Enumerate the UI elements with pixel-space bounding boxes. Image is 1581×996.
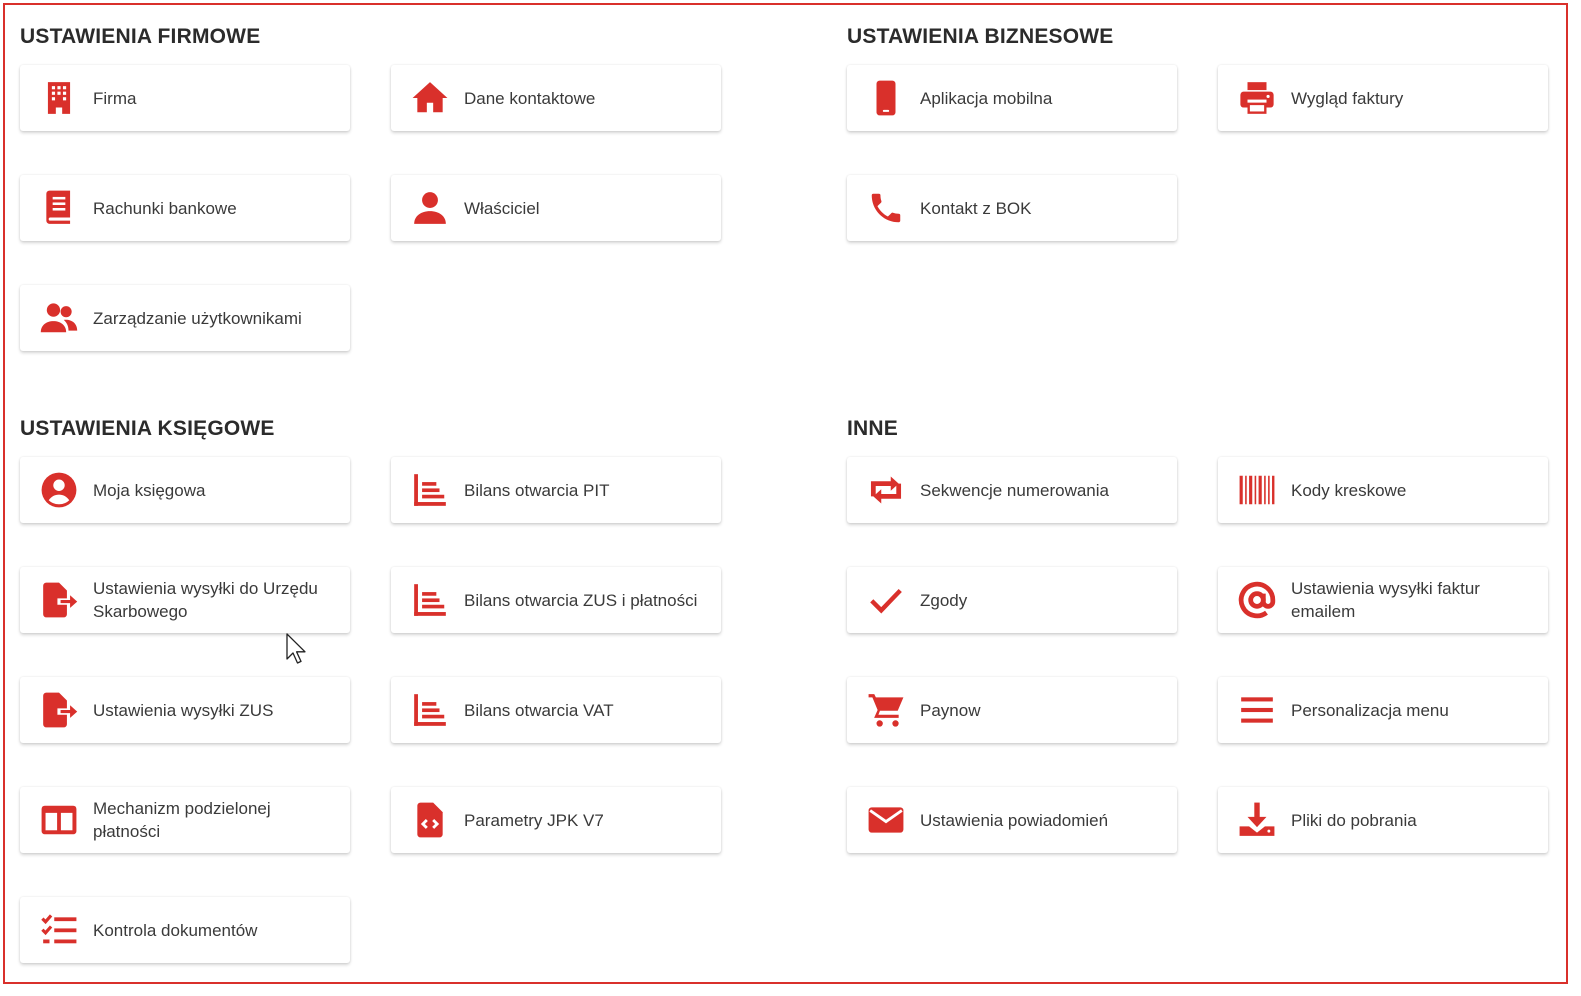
home-icon bbox=[410, 78, 450, 118]
card-label: Aplikacja mobilna bbox=[920, 88, 1053, 108]
card-label: Ustawienia wysyłki do Urzędu Skarbowego bbox=[93, 579, 318, 621]
settings-panel bbox=[3, 3, 1568, 984]
card-ustawienia-powiadomien[interactable] bbox=[847, 787, 1177, 853]
card-moja-ksiegowa[interactable] bbox=[20, 457, 350, 523]
at-sign-icon bbox=[1237, 580, 1277, 620]
mouse-cursor-icon bbox=[286, 633, 308, 665]
card-rachunki-bankowe[interactable] bbox=[20, 175, 350, 241]
card-label: Zarządzanie użytkownikami bbox=[93, 308, 302, 328]
card-label: Bilans otwarcia VAT bbox=[464, 700, 614, 720]
card-ustawienia-wysylki-zus[interactable] bbox=[20, 677, 350, 743]
card-zarzadzanie-uzytkownikami[interactable] bbox=[20, 285, 350, 351]
card-ustawienia-wysylki-us[interactable] bbox=[20, 567, 350, 633]
card-kontakt-z-bok[interactable] bbox=[847, 175, 1177, 241]
chart-lines-icon bbox=[410, 470, 450, 510]
card-label: Moja księgowa bbox=[93, 480, 206, 500]
chart-lines-icon bbox=[410, 580, 450, 620]
card-wlasciciel[interactable] bbox=[391, 175, 721, 241]
repeat-icon bbox=[866, 470, 906, 510]
printer-icon bbox=[1237, 78, 1277, 118]
card-label: Sekwencje numerowania bbox=[920, 480, 1109, 500]
download-icon bbox=[1237, 800, 1277, 840]
card-label: Ustawienia powiadomień bbox=[920, 810, 1109, 830]
check-icon bbox=[866, 580, 906, 620]
card-label: Zgody bbox=[920, 590, 968, 610]
barcode-icon bbox=[1237, 470, 1277, 510]
card-wyglad-faktury[interactable] bbox=[1218, 65, 1548, 131]
card-label: Personalizacja menu bbox=[1291, 700, 1449, 720]
card-parametry-jpk-v7[interactable] bbox=[391, 787, 721, 853]
file-export-icon bbox=[39, 690, 79, 730]
checklist-icon bbox=[39, 910, 79, 950]
card-bilans-otwarcia-vat[interactable] bbox=[391, 677, 721, 743]
card-bilans-otwarcia-zus[interactable] bbox=[391, 567, 721, 633]
card-label: Kody kreskowe bbox=[1291, 480, 1407, 500]
card-kontrola-dokumentow[interactable] bbox=[20, 897, 350, 963]
card-label: Ustawienia wysyłki ZUS bbox=[93, 700, 274, 720]
building-icon bbox=[39, 78, 79, 118]
card-personalizacja-menu[interactable] bbox=[1218, 677, 1548, 743]
card-label: Firma bbox=[93, 88, 137, 108]
cart-icon bbox=[866, 690, 906, 730]
card-label: Bilans otwarcia ZUS i płatności bbox=[464, 590, 698, 610]
card-pliki-do-pobrania[interactable] bbox=[1218, 787, 1548, 853]
envelope-icon bbox=[866, 800, 906, 840]
card-firma[interactable] bbox=[20, 65, 350, 131]
card-kody-kreskowe[interactable] bbox=[1218, 457, 1548, 523]
account-circle-icon bbox=[39, 470, 79, 510]
phone-icon bbox=[866, 188, 906, 228]
file-code-icon bbox=[410, 800, 450, 840]
book-icon bbox=[39, 188, 79, 228]
card-label: Rachunki bankowe bbox=[93, 198, 237, 218]
section-title-ustawienia-ksiegowe: USTAWIENIA KSIĘGOWE bbox=[20, 417, 275, 440]
card-dane-kontaktowe[interactable] bbox=[391, 65, 721, 131]
card-label: Właściciel bbox=[464, 198, 540, 218]
section-title-ustawienia-biznesowe: USTAWIENIA BIZNESOWE bbox=[847, 25, 1114, 48]
card-paynow[interactable] bbox=[847, 677, 1177, 743]
card-bilans-otwarcia-pit[interactable] bbox=[391, 457, 721, 523]
card-label: Kontrola dokumentów bbox=[93, 920, 258, 940]
card-label: Ustawienia wysyłki faktur emailem bbox=[1291, 579, 1480, 621]
users-icon bbox=[39, 298, 79, 338]
card-label: Mechanizm podzielonej płatności bbox=[93, 799, 271, 841]
card-label: Dane kontaktowe bbox=[464, 88, 596, 108]
section-title-ustawienia-firmowe: USTAWIENIA FIRMOWE bbox=[20, 25, 261, 48]
card-zgody[interactable] bbox=[847, 567, 1177, 633]
card-label: Kontakt z BOK bbox=[920, 198, 1032, 218]
card-sekwencje-numerowania[interactable] bbox=[847, 457, 1177, 523]
file-export-icon bbox=[39, 580, 79, 620]
smartphone-icon bbox=[866, 78, 906, 118]
card-mechanizm-podzielonej-platnosci[interactable] bbox=[20, 787, 350, 853]
card-label: Paynow bbox=[920, 700, 981, 720]
card-aplikacja-mobilna[interactable] bbox=[847, 65, 1177, 131]
person-icon bbox=[410, 188, 450, 228]
split-panel-icon bbox=[39, 800, 79, 840]
menu-icon bbox=[1237, 690, 1277, 730]
card-label: Wygląd faktury bbox=[1291, 88, 1404, 108]
section-title-inne: INNE bbox=[847, 417, 898, 440]
chart-lines-icon bbox=[410, 690, 450, 730]
card-label: Bilans otwarcia PIT bbox=[464, 480, 610, 500]
card-label: Pliki do pobrania bbox=[1291, 810, 1417, 830]
card-label: Parametry JPK V7 bbox=[464, 810, 604, 830]
card-ustawienia-wysylki-faktur-emailem[interactable] bbox=[1218, 567, 1548, 633]
